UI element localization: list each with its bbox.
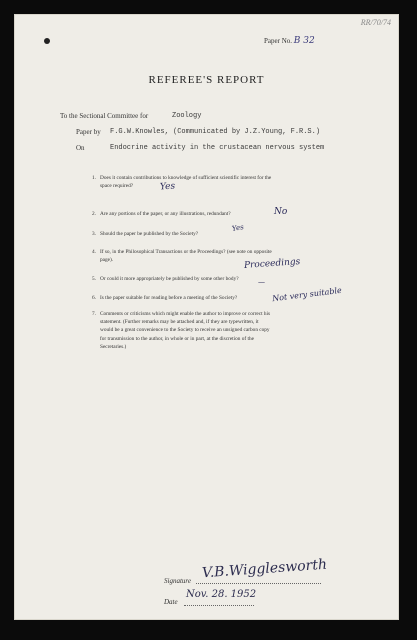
date-label: Date	[164, 598, 178, 606]
question-7: 7. Comments or criticisms which might enable the author to improve or correct his statement. (Further remarks may be attached and, if they are typewritten, it would be a great convenience to the Society to receive an unsigned carbon copy for transmission to the author, in whole or in part, at the discretion of the Secretaries.)	[92, 311, 271, 350]
answer-3: Yes	[231, 223, 245, 233]
answer-5: —	[258, 278, 265, 286]
paper-by-value: F.G.W.Knowles, (Communicated by J.Z.Young, F.R.S.)	[110, 128, 321, 136]
paper-number-value: B 32	[293, 36, 315, 46]
answer-2: No	[274, 207, 288, 217]
date-value: Nov. 28. 1952	[186, 589, 257, 600]
question-2: 2. Are any portions of the paper, or any illustrations, redundant?	[92, 211, 231, 217]
report-title: REFEREE'S REPORT	[148, 74, 265, 86]
signature-label: Signature	[164, 577, 191, 585]
committee-label: To the Sectional Committee for	[60, 112, 149, 120]
paper-number-label: Paper No.	[264, 37, 292, 45]
punch-hole	[44, 38, 50, 44]
archive-reference: RR/70/74	[360, 18, 391, 27]
question-6: 6. Is the paper suitable for reading before a meeting of the Society?	[92, 295, 238, 301]
on-label: On	[76, 144, 85, 152]
question-5: 5. Or could it more appropriately be published by some other body?	[92, 276, 239, 282]
paper-by-label: Paper by	[76, 128, 101, 136]
answer-1: Yes	[159, 181, 176, 193]
question-1: 1. Does it contain contributions to knowledge of sufficient scientific interest for the space required?	[92, 175, 272, 190]
question-4: 4. If so, in the Philosophical Transactions or the Proceedings? (see note on opposite page).	[92, 249, 272, 264]
signature-value: V.B.Wigglesworth	[201, 556, 328, 582]
on-value: Endocrine activity in the crustacean nervous system	[110, 144, 325, 152]
answer-6: Not very suitable	[271, 285, 343, 304]
answer-4: Proceedings	[243, 257, 301, 271]
document-page	[14, 14, 399, 620]
paper-number	[264, 36, 315, 46]
question-3: 3. Should the paper be published by the Society?	[92, 231, 199, 237]
committee-value: Zoology	[172, 112, 202, 120]
